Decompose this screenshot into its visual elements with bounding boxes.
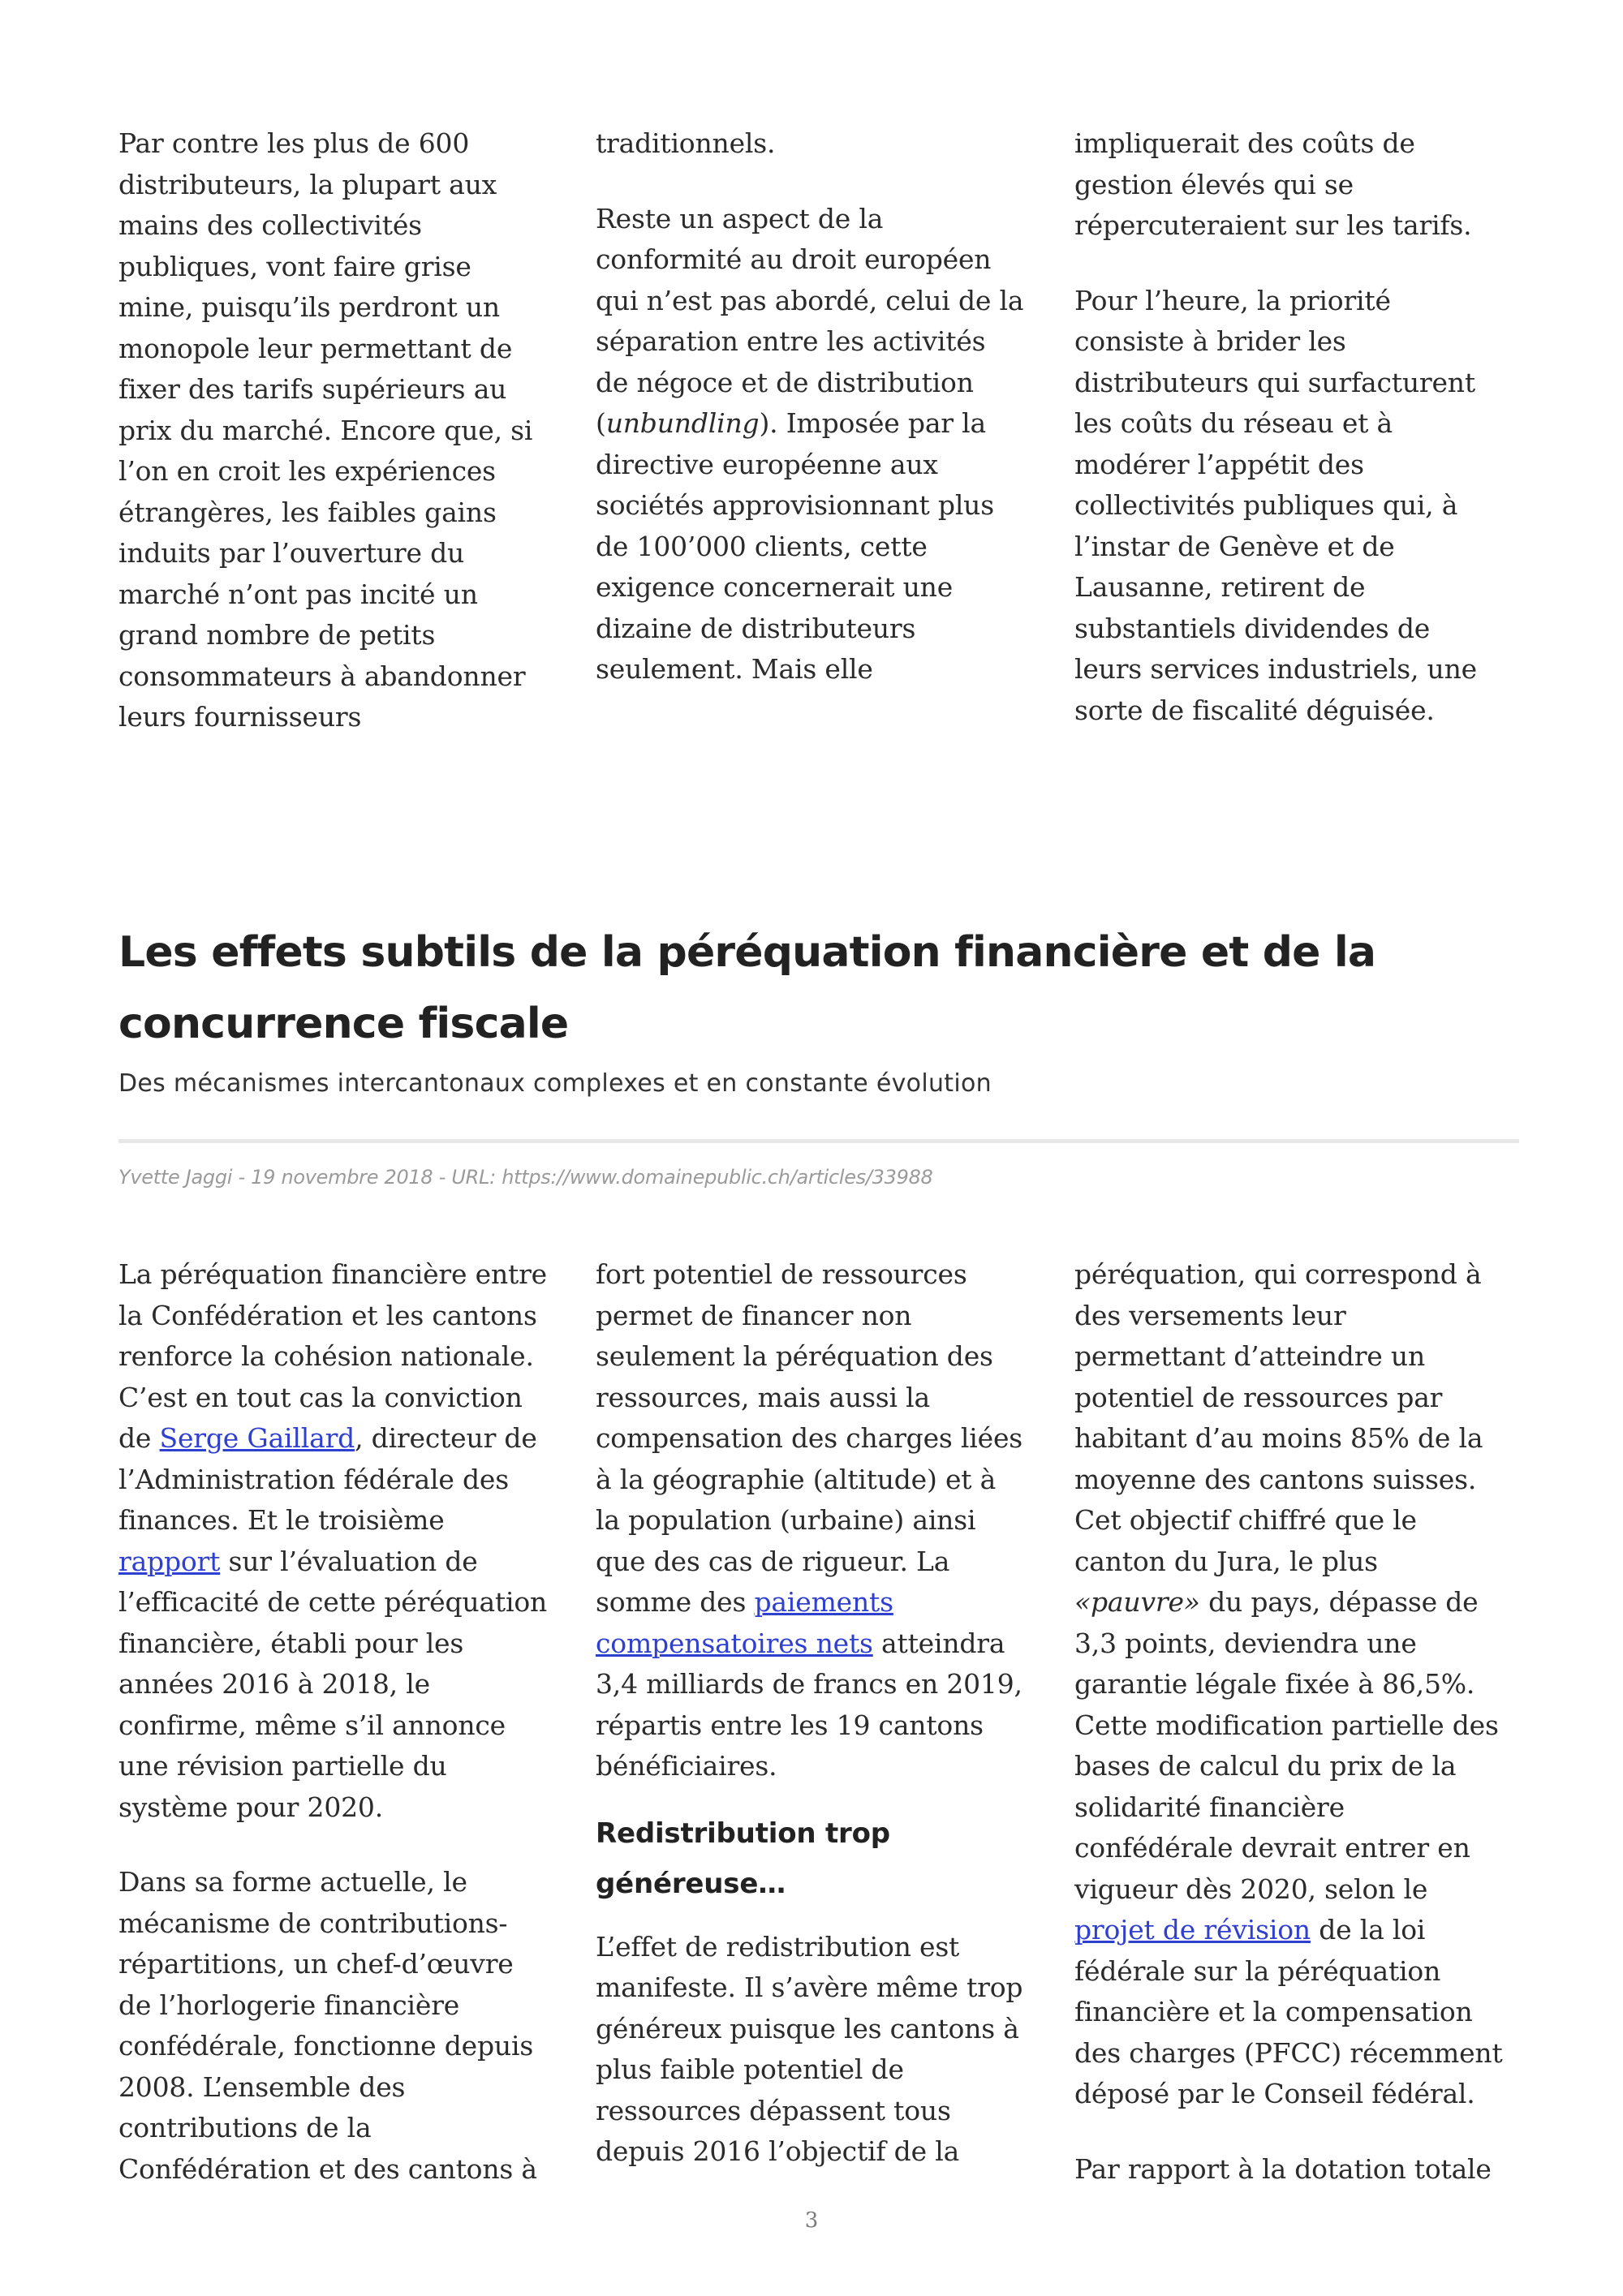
text-line: à la géographie (altitude) et à — [596, 1463, 997, 1495]
paragraph — [1074, 2149, 1496, 2191]
text-line: confirme, même s’il annonce — [118, 1709, 506, 1741]
text-line: dizaine de distributeurs — [596, 612, 916, 644]
text-fragment: atteindra — [872, 1627, 1005, 1659]
text-line: péréquation, qui correspond à — [1074, 1258, 1482, 1290]
text-line — [118, 1418, 540, 1460]
text-line: grand nombre de petits — [118, 619, 436, 651]
text-line: manifeste. Il s’avère même trop — [596, 1971, 1023, 2003]
text-line: fédérale sur la péréquation — [1074, 1954, 1441, 1987]
text-line: Par rapport à la dotation totale — [1074, 2152, 1492, 2185]
text-line: solidarité financière — [1074, 1791, 1345, 1823]
text-line: distributeurs, la plupart aux — [118, 168, 497, 200]
text-line — [1074, 1910, 1496, 1951]
paragraph — [596, 123, 1018, 165]
text-line — [596, 1582, 1018, 1623]
text-fragment: de — [118, 1422, 160, 1454]
text-line: Cette modification partielle des — [1074, 1709, 1499, 1741]
text-line: sociétés approvisionnant plus — [596, 489, 994, 521]
text-line: moyenne des cantons suisses. — [1074, 1463, 1477, 1495]
text-line: confédérale, fonctionne depuis — [118, 2030, 534, 2062]
article-column-3 — [1074, 1254, 1503, 2190]
text-line: mine, puisqu’ils perdront un — [118, 291, 500, 323]
paragraph — [118, 1254, 548, 1828]
text-line: de négoce et de distribution — [596, 366, 974, 398]
text-line: plus faible potentiel de — [596, 2053, 904, 2085]
text-line: système pour 2020. — [118, 1791, 383, 1823]
text-line: séparation entre les activités — [596, 325, 986, 357]
text-line: finances. Et le troisième — [118, 1504, 445, 1536]
text-line: répartitions, un chef-d’œuvre — [118, 1948, 514, 1980]
top-column-1 — [118, 123, 540, 738]
text-line: mains des collectivités — [118, 209, 422, 241]
text-line: bases de calcul du prix de la — [1074, 1750, 1457, 1782]
text-line: publiques, vont faire grise — [118, 250, 471, 282]
text-line: sorte de fiscalité déguisée. — [1074, 694, 1435, 726]
text-line: leurs services industriels, une — [1074, 653, 1477, 685]
top-column-2 — [596, 123, 1024, 690]
heading-line: généreuse… — [596, 1867, 786, 1900]
text-line: déposé par le Conseil fédéral. — [1074, 2078, 1475, 2109]
text-line: les coûts du réseau et à — [1074, 407, 1393, 439]
text-fragment: de la loi — [1310, 1914, 1426, 1946]
text-line: la population (urbaine) ainsi — [596, 1504, 976, 1536]
emphasis-pauvre: «pauvre» — [1074, 1586, 1200, 1618]
text-line: seulement. Mais elle — [596, 653, 873, 685]
text-line: L’effet de redistribution est — [596, 1930, 960, 1963]
text-line: mécanisme de contributions- — [118, 1907, 508, 1939]
text-line — [596, 1623, 1018, 1665]
text-line: Reste un aspect de la — [596, 202, 884, 234]
text-line: collectivités publiques qui, à — [1074, 489, 1458, 521]
text-line: induits par l’ouverture du — [118, 537, 465, 569]
text-line: canton du Jura, le plus — [1074, 1545, 1378, 1577]
paragraph — [596, 199, 1024, 690]
text-line: financière et la compensation — [1074, 1996, 1473, 2027]
text-line: La péréquation financière entre — [118, 1258, 547, 1290]
text-line: leurs fournisseurs — [118, 701, 362, 733]
text-line: Lausanne, retirent de — [1074, 571, 1366, 603]
text-line: compensation des charges liées — [596, 1422, 1023, 1454]
text-line: Dans sa forme actuelle, le — [118, 1866, 467, 1898]
text-line — [596, 403, 1018, 445]
article-column-1 — [118, 1254, 548, 2190]
text-line: ressources dépassent tous — [596, 2094, 951, 2126]
text-line: confédérale devrait entrer en — [1074, 1832, 1470, 1864]
text-line: permettant d’atteindre un — [1074, 1340, 1426, 1372]
text-line: étrangères, les faibles gains — [118, 496, 497, 528]
text-line: Cet objectif chiffré que le — [1074, 1504, 1417, 1536]
text-line: traditionnels. — [596, 127, 776, 159]
link-paiements-compensatoires[interactable]: paiements — [754, 1586, 893, 1618]
text-line: impliquerait des coûts de — [1074, 127, 1415, 159]
text-line: renforce la cohésion nationale. — [118, 1340, 534, 1372]
heading-line: Redistribution trop — [596, 1817, 890, 1850]
section-heading — [596, 1808, 1018, 1909]
text-line: Pour l’heure, la priorité — [1074, 284, 1391, 316]
text-fragment: ). Imposée par la — [759, 407, 986, 439]
text-line: conformité au droit européen — [596, 243, 992, 275]
paragraph — [1074, 281, 1496, 732]
text-line: de 100’000 clients, cette — [596, 530, 928, 562]
text-line: ressources, mais aussi la — [596, 1381, 931, 1413]
page-number: 3 — [804, 2208, 819, 2233]
text-line: prix du marché. Encore que, si — [118, 414, 533, 446]
text-line: que des cas de rigueur. La — [596, 1545, 950, 1577]
text-line: fixer des tarifs supérieurs au — [118, 373, 507, 405]
text-line: distributeurs qui surfacturent — [1074, 366, 1475, 398]
text-line: marché n’ont pas incité un — [118, 578, 478, 610]
title-line: Les effets subtils de la péréquation financière et de la — [118, 928, 1376, 977]
article-subtitle: Des mécanismes intercantonaux complexes et en constante évolution — [118, 1069, 992, 1098]
link-projet-de-revision[interactable]: projet de révision — [1074, 1914, 1311, 1946]
text-fragment: , directeur de — [355, 1422, 537, 1454]
text-line: Par contre les plus de 600 — [118, 127, 470, 159]
article-title — [118, 917, 1514, 1060]
text-fragment: du pays, dépasse de — [1199, 1586, 1479, 1618]
link-paiements-compensatoires-cont[interactable]: compensatoires nets — [596, 1627, 873, 1659]
text-line: Confédération et des cantons à — [118, 2152, 537, 2185]
paragraph — [1074, 123, 1496, 247]
text-line: contributions de la — [118, 2112, 372, 2143]
text-fragment: ( — [596, 407, 606, 439]
text-line: l’efficacité de cette péréquation — [118, 1586, 548, 1618]
text-line: exigence concernerait une — [596, 571, 954, 603]
text-line: monopole leur permettant de — [118, 332, 513, 364]
text-line: consommateurs à abandonner — [118, 660, 526, 692]
article-column-2 — [596, 1254, 1023, 2173]
text-line — [118, 1541, 540, 1583]
text-line: années 2016 à 2018, le — [118, 1668, 430, 1700]
text-line: des charges (PFCC) récemment — [1074, 2036, 1503, 2069]
text-line: habitant d’au moins 85% de la — [1074, 1422, 1483, 1454]
text-line: l’on en croit les expériences — [118, 455, 496, 487]
text-line: qui n’est pas abordé, celui de la — [596, 284, 1024, 316]
text-line — [1074, 1582, 1496, 1623]
text-line: garantie légale fixée à 86,5%. — [1074, 1668, 1475, 1700]
text-line: C’est en tout cas la conviction — [118, 1381, 523, 1413]
text-line: la Confédération et les cantons — [118, 1299, 537, 1331]
text-line: modérer l’appétit des — [1074, 448, 1364, 480]
text-line: gestion élevés qui se — [1074, 168, 1354, 200]
text-line: directive européenne aux — [596, 448, 938, 480]
text-line: une révision partielle du — [118, 1750, 447, 1782]
paragraph — [596, 1254, 1023, 1787]
text-line: substantiels dividendes de — [1074, 612, 1431, 644]
text-line: fort potentiel de ressources — [596, 1258, 967, 1290]
paragraph — [1074, 1254, 1503, 2115]
text-line: financière, établi pour les — [118, 1627, 464, 1659]
divider — [118, 1139, 1519, 1143]
text-line: généreux puisque les cantons à — [596, 2012, 1019, 2044]
text-line: l’instar de Genève et de — [1074, 530, 1395, 562]
text-line: depuis 2016 l’objectif de la — [596, 2135, 960, 2167]
title-line: concurrence fiscale — [118, 1000, 569, 1048]
text-fragment: somme des — [596, 1586, 755, 1618]
text-line: bénéficiaires. — [596, 1750, 777, 1782]
link-rapport[interactable]: rapport — [118, 1545, 221, 1577]
text-line: 2008. L’ensemble des — [118, 2070, 406, 2103]
text-line: seulement la péréquation des — [596, 1340, 993, 1372]
text-line: 3,4 milliards de francs en 2019, — [596, 1668, 1022, 1700]
top-column-3 — [1074, 123, 1496, 731]
emphasis-unbundling: unbundling — [605, 407, 760, 439]
paragraph — [118, 123, 540, 738]
text-line: répartis entre les 19 cantons — [596, 1709, 984, 1741]
text-line: des versements leur — [1074, 1299, 1346, 1331]
text-line: de l’horlogerie financière — [118, 1989, 460, 2021]
text-fragment: sur l’évaluation de — [220, 1545, 478, 1577]
text-line: permet de financer non — [596, 1299, 912, 1331]
article-byline: Yvette Jaggi - 19 novembre 2018 - URL: https://www.domainepublic.ch/articles/33988 — [118, 1166, 933, 1189]
link-serge-gaillard[interactable]: Serge Gaillard — [159, 1422, 355, 1454]
text-line: potentiel de ressources par — [1074, 1381, 1443, 1413]
paragraph — [596, 1927, 1023, 2173]
text-line: vigueur dès 2020, selon le — [1074, 1872, 1428, 1905]
text-line: l’Administration fédérale des — [118, 1463, 509, 1495]
text-line: consiste à brider les — [1074, 325, 1346, 357]
text-line: répercuteraient sur les tarifs. — [1074, 209, 1472, 241]
paragraph — [118, 1862, 540, 2190]
text-line: 3,3 points, deviendra une — [1074, 1627, 1417, 1659]
